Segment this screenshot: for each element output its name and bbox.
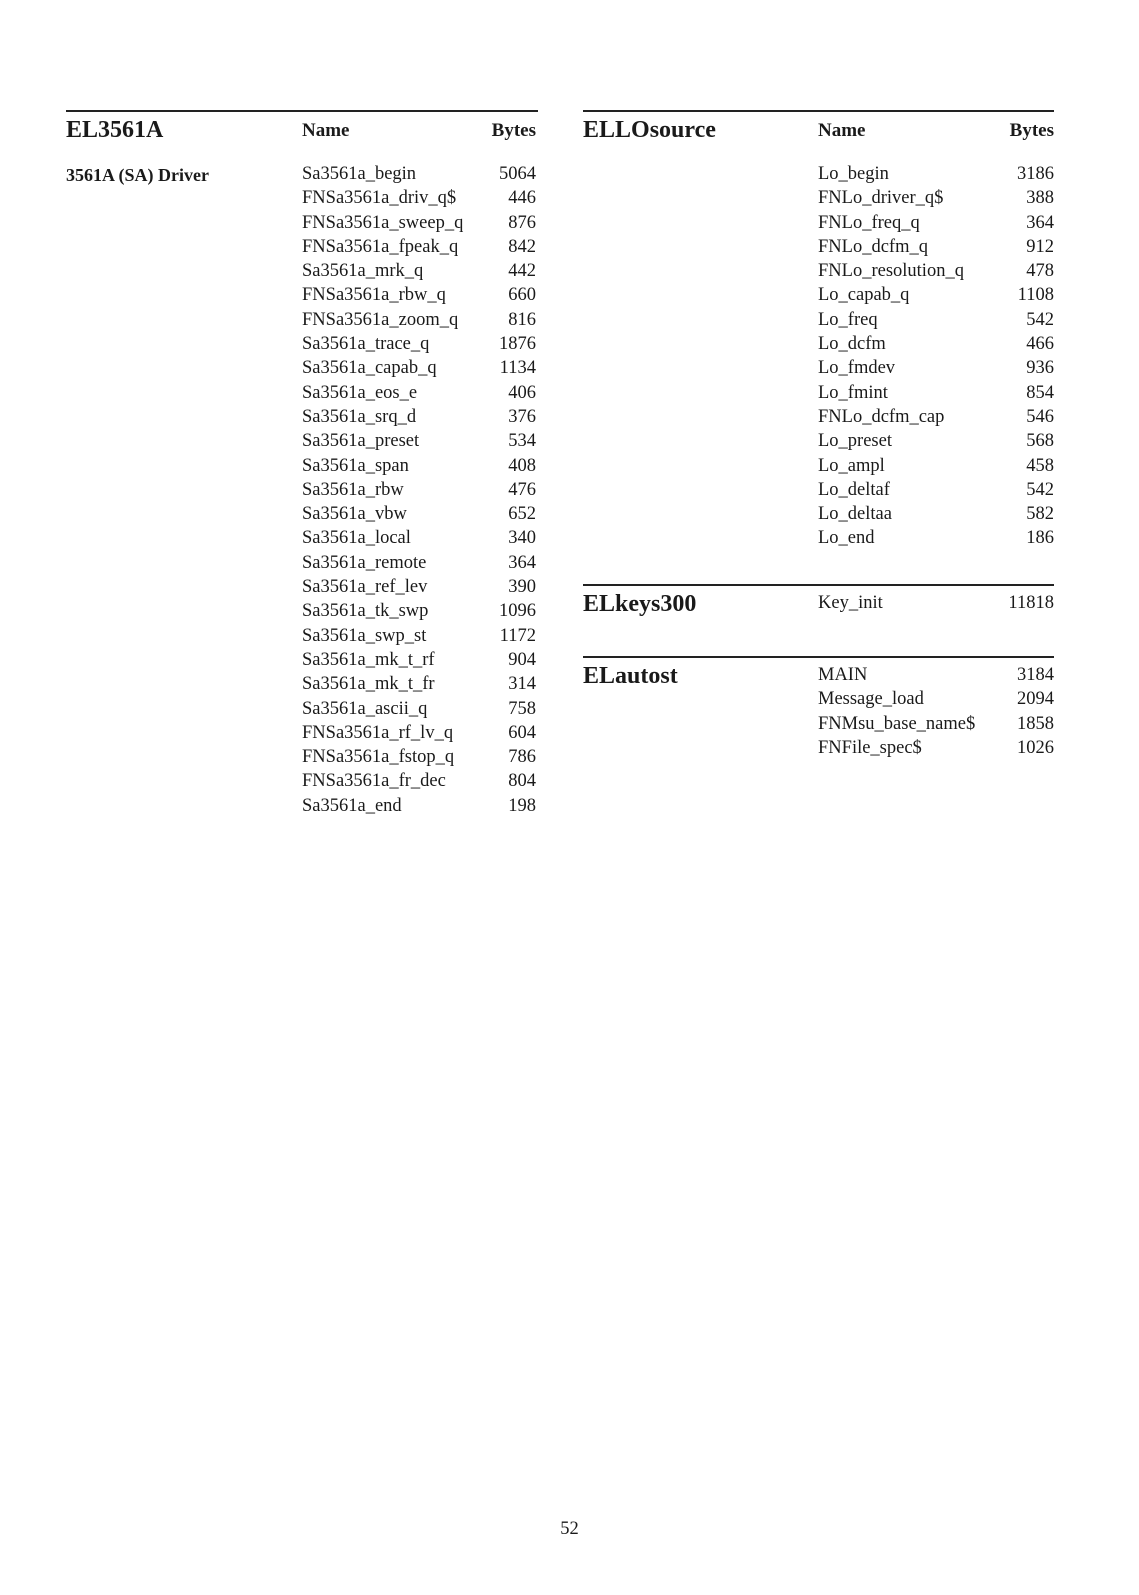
routine-bytes: 2094: [1017, 689, 1054, 710]
table-row: [302, 551, 536, 575]
routine-name: Sa3561a_srq_d: [302, 406, 417, 427]
table-row: [818, 332, 1054, 356]
table-row: [818, 502, 1054, 526]
table-row: [818, 478, 1054, 502]
routine-name: FNSa3561a_rbw_q: [302, 285, 446, 306]
routine-name: Lo_preset: [818, 431, 892, 452]
routine-name: FNSa3561a_fpeak_q: [302, 236, 459, 257]
routine-bytes: 568: [1026, 431, 1054, 452]
routine-bytes: 876: [508, 212, 536, 233]
routine-bytes: 466: [1026, 334, 1054, 355]
routine-bytes: 1876: [499, 334, 536, 355]
routine-name: FNSa3561a_fr_dec: [302, 771, 446, 792]
table-row: [818, 526, 1054, 550]
routine-bytes: 1026: [1017, 737, 1054, 758]
routine-bytes: 1108: [1017, 285, 1054, 306]
routine-name: Lo_fmdev: [818, 358, 896, 379]
routine-bytes: 1172: [499, 625, 536, 646]
table-row: [302, 575, 536, 599]
table-row: [302, 454, 536, 478]
routine-bytes: 546: [1026, 406, 1054, 427]
routine-name: Sa3561a_end: [302, 795, 402, 816]
table-row: [818, 283, 1054, 307]
routine-name: Sa3561a_capab_q: [302, 358, 437, 379]
table-row: [302, 624, 536, 648]
elautost-table: [818, 663, 1054, 760]
routine-name: Sa3561a_ref_lev: [302, 577, 428, 598]
table-row: [818, 687, 1054, 711]
table-row: [302, 526, 536, 550]
routine-bytes: 340: [508, 528, 536, 549]
routine-bytes: 406: [508, 382, 536, 403]
routine-name: FNMsu_base_name$: [818, 713, 976, 734]
routine-name: FNSa3561a_sweep_q: [302, 212, 464, 233]
routine-name: Message_load: [818, 689, 924, 710]
routine-name: Key_init: [818, 593, 883, 613]
routine-bytes: 3186: [1017, 164, 1054, 184]
routine-bytes: 582: [1026, 504, 1054, 525]
routine-name: MAIN: [818, 665, 868, 685]
routine-name: Lo_deltaa: [818, 504, 892, 525]
bytes-column-header: Bytes: [1009, 120, 1054, 141]
routine-bytes: 314: [508, 674, 536, 695]
table-row: [302, 405, 536, 429]
table-row: [818, 591, 1054, 615]
elautost-top-rule: [583, 656, 1054, 658]
routine-name: FNFile_spec$: [818, 737, 922, 758]
table-row: [818, 405, 1054, 429]
routine-name: Sa3561a_ascii_q: [302, 698, 428, 719]
section-title-el3561a: EL3561A: [66, 117, 164, 143]
section-title-elkeys300: ELkeys300: [583, 591, 697, 617]
routine-bytes: 786: [508, 747, 536, 768]
routine-name: Lo_begin: [818, 164, 889, 184]
routine-bytes: 936: [1026, 358, 1054, 379]
routine-bytes: 390: [508, 577, 536, 598]
routine-bytes: 904: [508, 649, 536, 670]
routine-name: Sa3561a_mk_t_rf: [302, 649, 435, 670]
ellosource-top-rule: [583, 110, 1054, 112]
page-number: 52: [560, 1519, 579, 1539]
table-row: [818, 259, 1054, 283]
routine-bytes: 816: [508, 309, 536, 330]
table-row: [302, 648, 536, 672]
table-row: [302, 186, 536, 210]
routine-name: FNLo_resolution_q: [818, 261, 964, 282]
routine-name: Sa3561a_swp_st: [302, 625, 427, 646]
routine-bytes: 3184: [1017, 665, 1054, 685]
routine-name: Sa3561a_span: [302, 455, 409, 476]
routine-bytes: 804: [508, 771, 536, 792]
table-row: [818, 356, 1054, 380]
elkeys300-table: [818, 591, 1054, 615]
table-row: [818, 736, 1054, 760]
table-row: [302, 381, 536, 405]
table-row: [818, 235, 1054, 259]
routine-bytes: 442: [508, 261, 536, 282]
routine-name: Lo_end: [818, 528, 875, 549]
routine-bytes: 604: [508, 722, 536, 743]
routine-bytes: 388: [1026, 188, 1054, 209]
table-row: [302, 235, 536, 259]
name-column-header: Name: [818, 120, 866, 141]
table-row: [818, 162, 1054, 186]
routine-bytes: 842: [508, 236, 536, 257]
routine-name: Lo_ampl: [818, 455, 885, 476]
table-row: [818, 186, 1054, 210]
routine-bytes: 364: [1026, 212, 1054, 233]
table-row: [302, 162, 536, 186]
table-row: [818, 211, 1054, 235]
table-row: [302, 283, 536, 307]
routine-name: FNSa3561a_fstop_q: [302, 747, 455, 768]
routine-bytes: 534: [508, 431, 536, 452]
routine-bytes: 912: [1026, 236, 1054, 257]
routine-bytes: 1134: [499, 358, 536, 379]
routine-name: FNLo_dcfm_q: [818, 236, 928, 257]
routine-name: FNSa3561a_rf_lv_q: [302, 722, 454, 743]
routine-name: Lo_deltaf: [818, 479, 890, 500]
section-title-elautost: ELautost: [583, 663, 678, 689]
section-title-ellosource: ELLOsource: [583, 117, 716, 143]
table-row: [302, 211, 536, 235]
table-row: [302, 356, 536, 380]
routine-name: Sa3561a_preset: [302, 431, 420, 452]
routine-name: Sa3561a_vbw: [302, 504, 407, 525]
routine-name: Sa3561a_trace_q: [302, 334, 430, 355]
routine-bytes: 5064: [499, 164, 536, 184]
table-row: [818, 429, 1054, 453]
routine-name: Sa3561a_tk_swp: [302, 601, 429, 622]
routine-bytes: 376: [508, 406, 536, 427]
routine-name: Sa3561a_rbw: [302, 479, 404, 500]
routine-bytes: 652: [508, 504, 536, 525]
table-row: [302, 794, 536, 818]
routine-name: FNLo_driver_q$: [818, 188, 944, 209]
routine-name: Lo_capab_q: [818, 285, 910, 306]
table-row: [302, 332, 536, 356]
routine-bytes: 186: [1026, 528, 1054, 549]
routine-bytes: 198: [508, 795, 536, 816]
table-row: [818, 381, 1054, 405]
routine-name: FNLo_freq_q: [818, 212, 920, 233]
routine-bytes: 1858: [1017, 713, 1054, 734]
table-row: [302, 745, 536, 769]
routine-bytes: 11818: [1008, 593, 1054, 613]
routine-name: Lo_freq: [818, 309, 878, 330]
table-row: [302, 721, 536, 745]
routine-bytes: 660: [508, 285, 536, 306]
el3561a-table: [302, 162, 536, 818]
table-row: [302, 308, 536, 332]
section-subtitle: 3561A (SA) Driver: [66, 165, 209, 185]
routine-bytes: 446: [508, 188, 536, 209]
routine-bytes: 364: [508, 552, 536, 573]
table-row: [302, 429, 536, 453]
routine-name: FNSa3561a_driv_q$: [302, 188, 457, 209]
table-row: [302, 502, 536, 526]
left-top-rule: [66, 110, 538, 112]
table-row: [302, 478, 536, 502]
table-row: [818, 454, 1054, 478]
table-row: [302, 259, 536, 283]
bytes-column-header: Bytes: [491, 120, 536, 141]
table-row: [302, 672, 536, 696]
routine-name: Sa3561a_local: [302, 528, 411, 549]
ellosource-table: [818, 162, 1054, 551]
routine-bytes: 478: [1026, 261, 1054, 282]
name-column-header: Name: [302, 120, 350, 141]
routine-bytes: 408: [508, 455, 536, 476]
routine-bytes: 1096: [499, 601, 536, 622]
routine-name: Sa3561a_begin: [302, 164, 417, 184]
table-row: [818, 663, 1054, 687]
routine-name: FNSa3561a_zoom_q: [302, 309, 459, 330]
routine-bytes: 476: [508, 479, 536, 500]
routine-name: Sa3561a_mk_t_fr: [302, 674, 435, 695]
routine-name: Sa3561a_remote: [302, 552, 427, 573]
routine-bytes: 542: [1026, 479, 1054, 500]
table-row: [818, 712, 1054, 736]
routine-name: Lo_fmint: [818, 382, 888, 403]
routine-bytes: 542: [1026, 309, 1054, 330]
routine-name: Lo_dcfm: [818, 334, 886, 355]
table-row: [818, 308, 1054, 332]
table-row: [302, 769, 536, 793]
elkeys300-top-rule: [583, 584, 1054, 586]
routine-name: Sa3561a_eos_e: [302, 382, 418, 403]
routine-name: FNLo_dcfm_cap: [818, 406, 945, 427]
routine-bytes: 458: [1026, 455, 1054, 476]
table-row: [302, 599, 536, 623]
routine-bytes: 758: [508, 698, 536, 719]
routine-bytes: 854: [1026, 382, 1054, 403]
table-row: [302, 697, 536, 721]
routine-name: Sa3561a_mrk_q: [302, 261, 424, 282]
